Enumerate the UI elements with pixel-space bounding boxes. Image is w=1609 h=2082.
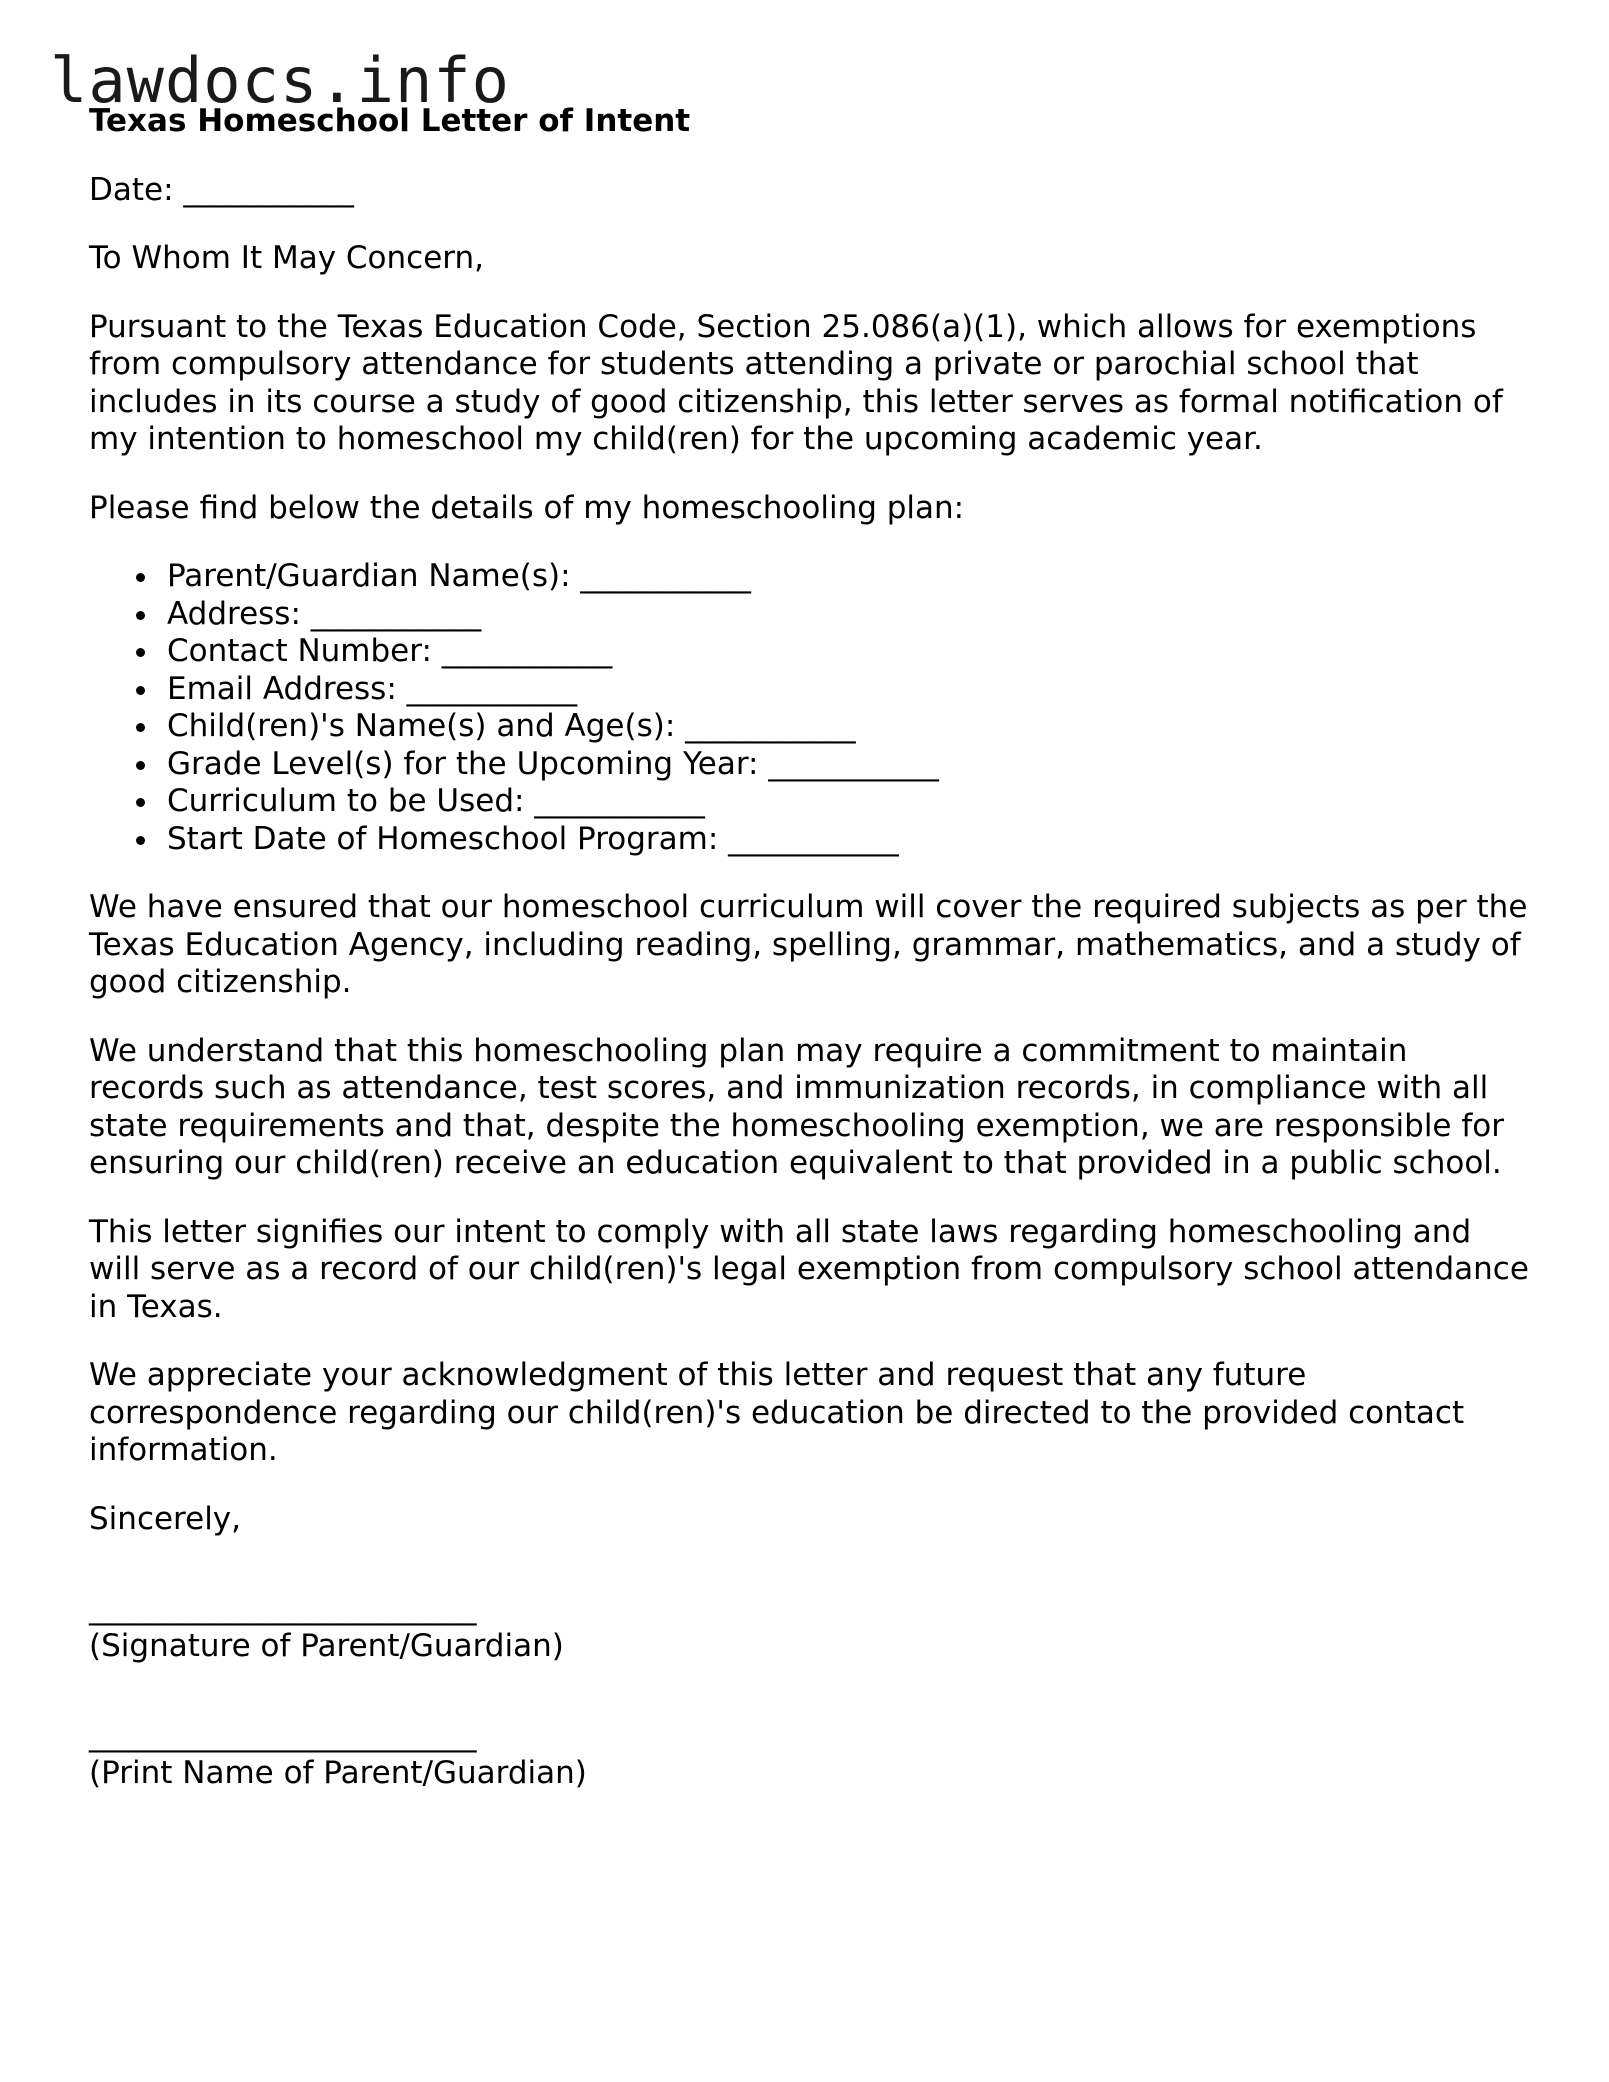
compliance-paragraph: This letter signifies our intent to comply with all state laws regarding homeschooling and will serve as a record of our child(ren)'s legal exemption from compulsory school attendance in Texas. [89, 1213, 1529, 1325]
signature-label: (Signature of Parent/Guardian) [89, 1627, 564, 1664]
records-paragraph: We understand that this homeschooling plan may require a commitment to maintain records such as attendance, test scores, and immunization records, in compliance with all state requirements and that, despite the homeschooling exemption, we are responsible for ensuring our child(ren) receive an education equivalent to that provided in a public school. [89, 1032, 1504, 1181]
date-line: Date: ___________ [89, 171, 354, 208]
closing: Sincerely, [89, 1500, 242, 1537]
detail-grade-levels: Grade Level(s) for the Upcoming Year: ___________ [167, 746, 1529, 784]
detail-start-date: Start Date of Homeschool Program: ___________ [167, 821, 1529, 859]
print-name-label: (Print Name of Parent/Guardian) [89, 1754, 587, 1791]
intro-paragraph: Pursuant to the Texas Education Code, Section 25.086(a)(1), which allows for exemptions from compulsory attendance for students attending a private or parochial school that includes in its course a study of good citizenship, this letter serves as formal notification of my intention to homeschool my child(ren) for the upcoming academic year. [89, 308, 1503, 457]
details-list [89, 558, 1529, 858]
salutation: To Whom It May Concern, [89, 240, 484, 276]
letter-document [89, 103, 1529, 1792]
print-name-line: _________________________ [89, 1717, 477, 1753]
detail-contact-number: Contact Number: ___________ [167, 633, 1529, 671]
detail-email-address: Email Address: ___________ [167, 671, 1529, 709]
watermark-logo: lawdocs.info [50, 44, 510, 117]
detail-children-names-ages: Child(ren)'s Name(s) and Age(s): ___________ [167, 708, 1529, 746]
document-title: Texas Homeschool Letter of Intent [89, 103, 691, 139]
signature-line: _________________________ [89, 1590, 477, 1626]
detail-parent-name: Parent/Guardian Name(s): ___________ [167, 558, 1529, 596]
detail-curriculum: Curriculum to be Used: ___________ [167, 783, 1529, 821]
details-intro: Please find below the details of my homeschooling plan: [89, 489, 965, 526]
curriculum-paragraph: We have ensured that our homeschool curriculum will cover the required subjects as per the Texas Education Agency, including reading, spelling, grammar, mathematics, and a study of good citizenship. [89, 889, 1528, 1000]
detail-address: Address: ___________ [167, 596, 1529, 634]
acknowledgment-paragraph: We appreciate your acknowledgment of this letter and request that any future correspondence regarding our child(ren)'s education be directed to the provided contact information. [89, 1357, 1465, 1468]
